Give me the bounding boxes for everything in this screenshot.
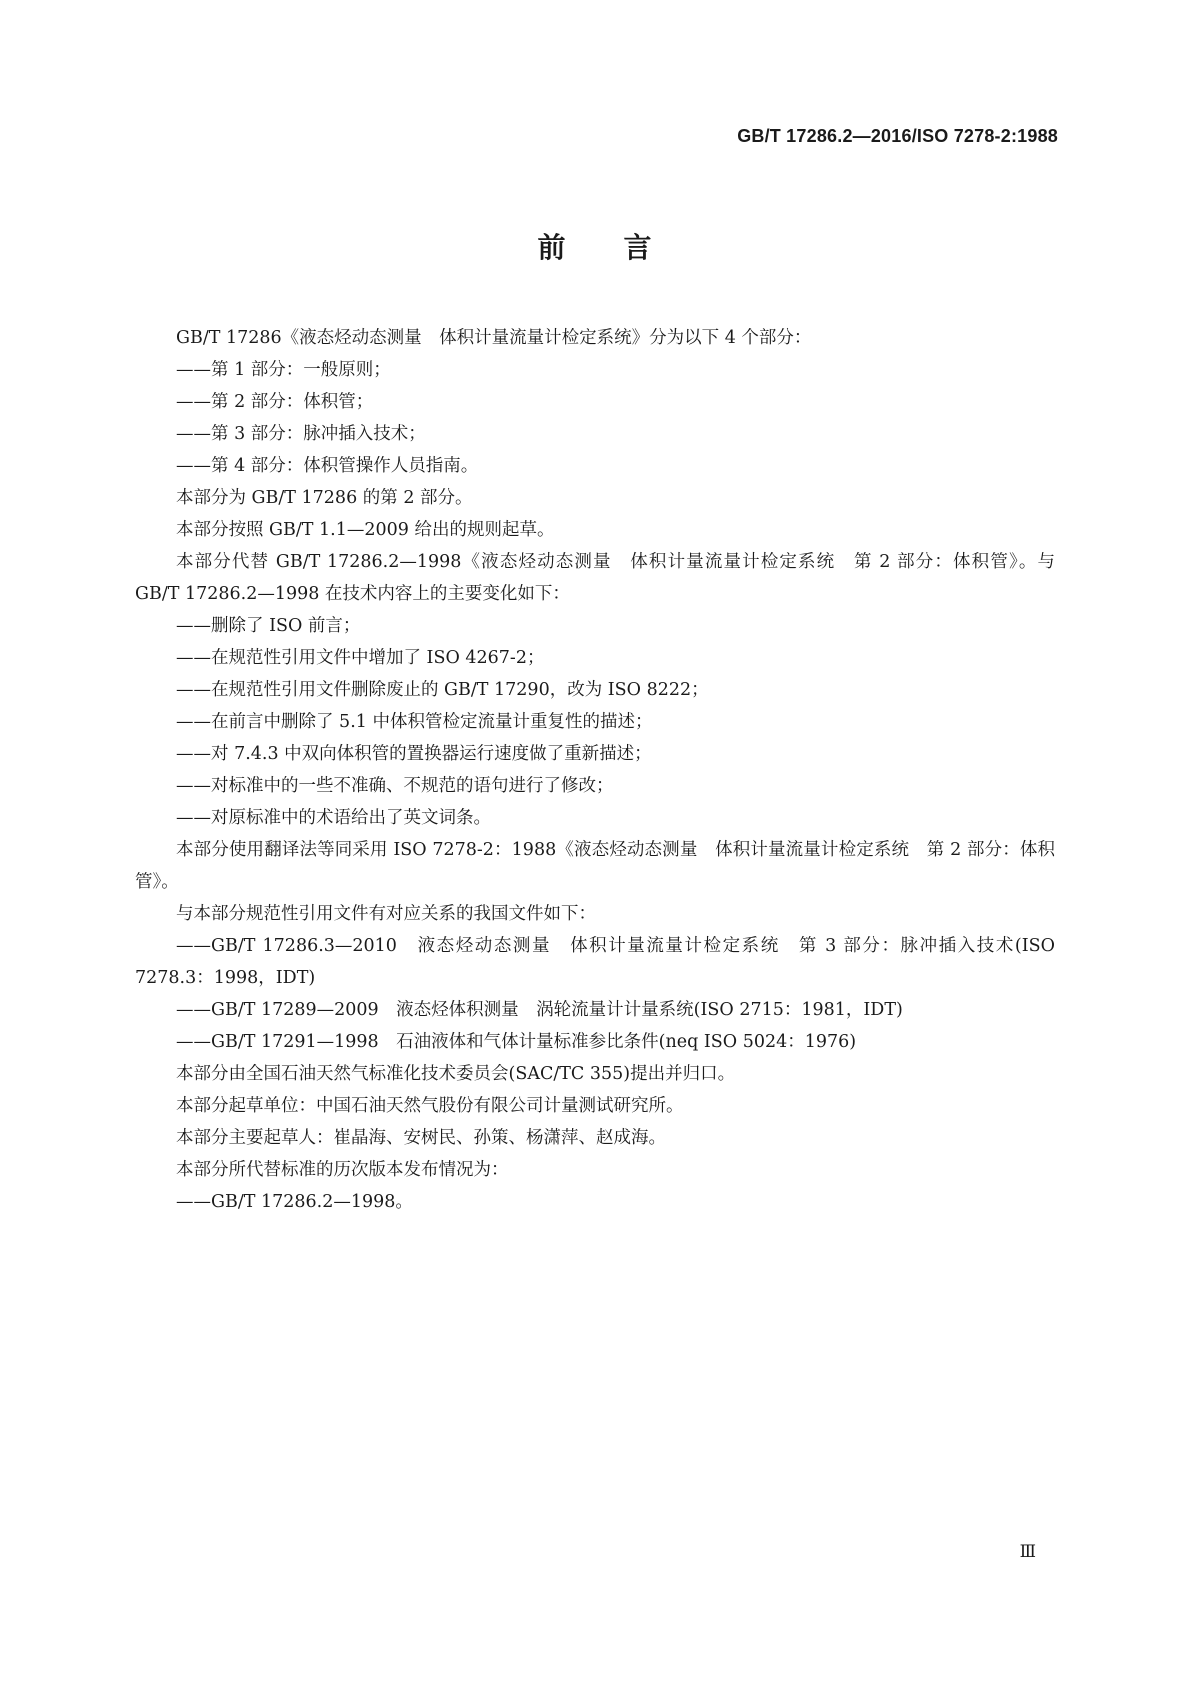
paragraph-drafting-unit: 本部分起草单位：中国石油天然气股份有限公司计量测试研究所。	[176, 1096, 684, 1116]
list-item-doc-2: ——GB/T 17289—2009 液态烃体积测量 涡轮流量计计量系统(ISO 2715：1981，IDT)	[176, 1000, 903, 1020]
paragraph-series-intro: GB/T 17286《液态烃动态测量 体积计量流量计检定系统》分为以下 4 个部分：	[176, 328, 812, 348]
list-item-part-3: ——第 3 部分：脉冲插入技术；	[176, 424, 426, 444]
page-title-char-2: 言	[623, 231, 654, 264]
list-item-change-4: ——在前言中删除了 5.1 中体积管检定流量计重复性的描述；	[176, 712, 653, 732]
list-item-part-2: ——第 2 部分：体积管；	[176, 392, 374, 412]
list-item-doc-1: ——GB/T 17286.3—2010 液态烃动态测量 体积计量流量计检定系统 第 3 部分：脉冲插入技术(ISO 7278.3：1998，IDT)	[135, 936, 1055, 988]
list-item-history-1: ——GB/T 17286.2—1998。	[176, 1192, 413, 1212]
page-title	[0, 226, 1191, 266]
paragraph-drafting-rules: 本部分按照 GB/T 1.1—2009 给出的规则起草。	[176, 520, 555, 540]
list-item-doc-3: ——GB/T 17291—1998 石油液体和气体计量标准参比条件(neq ISO 5024：1976)	[176, 1032, 857, 1052]
list-item-change-7: ——对原标准中的术语给出了英文词条。	[176, 808, 491, 828]
paragraph-drafters: 本部分主要起草人：崔晶海、安树民、孙策、杨潇萍、赵成海。	[176, 1128, 666, 1148]
paragraph-proposer: 本部分由全国石油天然气标准化技术委员会(SAC/TC 355)提出并归口。	[176, 1064, 736, 1084]
list-item-change-3: ——在规范性引用文件删除废止的 GB/T 17290，改为 ISO 8222；	[176, 680, 709, 700]
list-item-change-6: ——对标准中的一些不准确、不规范的语句进行了修改；	[176, 776, 614, 796]
standard-code-header: GB/T 17286.2—2016/ISO 7278-2:1988	[737, 126, 1058, 146]
page-number: Ⅲ	[1019, 1542, 1036, 1561]
page-title-char-1: 前	[537, 231, 568, 264]
paragraph-translation-method: 本部分使用翻译法等同采用 ISO 7278-2：1988《液态烃动态测量 体积计量流量计检定系统 第 2 部分：体积管》。	[135, 840, 1055, 892]
list-item-part-1: ——第 1 部分：一般原则；	[176, 360, 391, 380]
list-item-change-5: ——对 7.4.3 中双向体积管的置换器运行速度做了重新描述；	[176, 744, 652, 764]
paragraph-history: 本部分所代替标准的历次版本发布情况为：	[176, 1160, 509, 1180]
list-item-change-1: ——删除了 ISO 前言；	[176, 616, 361, 636]
foreword-body	[135, 322, 1055, 1218]
list-item-part-4: ——第 4 部分：体积管操作人员指南。	[176, 456, 479, 476]
paragraph-corresponding-docs: 与本部分规范性引用文件有对应关系的我国文件如下：	[176, 904, 596, 924]
paragraph-this-part: 本部分为 GB/T 17286 的第 2 部分。	[176, 488, 473, 508]
paragraph-replaces: 本部分代替 GB/T 17286.2—1998《液态烃动态测量 体积计量流量计检定系统 第 2 部分：体积管》。与 GB/T 17286.2—1998 在技术内容上的主要变化如下：	[135, 552, 1055, 604]
list-item-change-2: ——在规范性引用文件中增加了 ISO 4267-2；	[176, 648, 545, 668]
